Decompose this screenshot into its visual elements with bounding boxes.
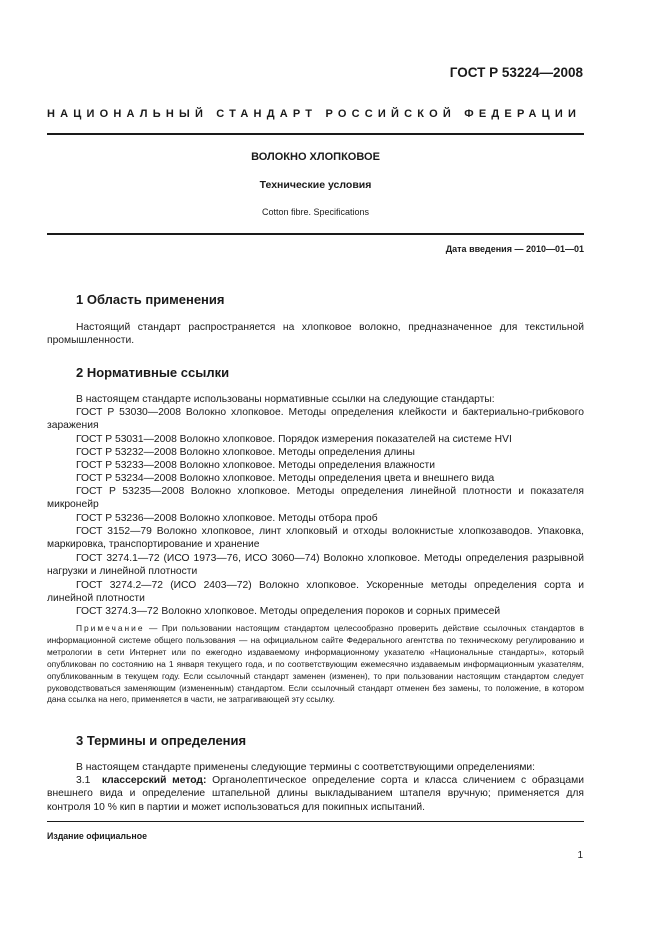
section-1-text-content: Настоящий стандарт распространяется на хлопковое волокно, предназначенное для текстильной промышленности. <box>47 322 584 347</box>
reference-item <box>47 446 584 459</box>
english-title: Cotton fibre. Specifications <box>261 207 370 217</box>
section-3-intro-text: В настоящем стандарте применены следующие термины с соответствующими определениями: <box>76 762 536 773</box>
term-number: 3.1 <box>76 775 91 786</box>
term-name: классерский метод: <box>101 775 207 786</box>
reference-text: ГОСТ Р 53233—2008 Волокно хлопковое. Методы определения влажности <box>76 460 435 471</box>
document-subtitle: Технические условия <box>259 179 372 191</box>
gost-number: ГОСТ Р 53224—2008 <box>449 65 583 80</box>
reference-text: ГОСТ 3274.3—72 Волокно хлопковое. Методы определения пороков и сорных примесей <box>76 606 501 617</box>
term-definition-text: Органолептическое определение сорта и класса сличением с образцами внешнего вида и определение штапельной длины выкладыванием штапеля вручную; применяется для контроля 10 % кип в партии и может использоваться для покипных испытаний. <box>47 775 584 813</box>
note-text: — При пользовании настоящим стандартом целесообразно проверить действие ссылочных стандартов в информационной системе общего пользования — на официальном сайте Федерального агентства по техническому регулированию и метрологии в сети Интернет или по ежегодно издаваемому информационному указателю «Национальные стандарты», который опубликован по состоянию на 1 января текущего года, и по соответствующим ежемесячно издаваемым информационным указателям, опубликованным в текущем году. Если ссылочный стандарт заменен (изменен), то при пользовании настоящим стандартом следует руководствоваться заменяющим (измененным) стандартом. Если ссылочный стандарт отменен без замены, то положение, в котором дана ссылка на него, применяется в части, не затрагивающей эту ссылку. <box>47 623 585 705</box>
edition-label: Издание официальное <box>47 831 147 841</box>
title-bottom-rule <box>47 233 584 235</box>
reference-text: ГОСТ Р 53234—2008 Волокно хлопковое. Методы определения цвета и внешнего вида <box>76 473 495 484</box>
reference-text: ГОСТ Р 53235—2008 Волокно хлопковое. Методы определения линейной плотности и показателя микронейр <box>47 486 584 511</box>
reference-item <box>47 552 584 579</box>
reference-item <box>47 525 584 552</box>
reference-item <box>47 485 584 512</box>
section-1-heading: 1 Область применения <box>76 292 225 307</box>
page-number: 1 <box>577 850 583 861</box>
reference-text: ГОСТ 3152—79 Волокно хлопковое, линт хлопковый и отходы волокнистые хлопкозаводов. Упаковка, маркировка, транспортирование и хранение <box>47 526 584 551</box>
section-1-text <box>47 321 584 348</box>
section-2-heading: 2 Нормативные ссылки <box>76 365 230 380</box>
footer-rule <box>47 821 584 822</box>
section-2-intro-text: В настоящем стандарте использованы нормативные ссылки на следующие стандарты: <box>76 394 495 405</box>
reference-item <box>47 472 584 485</box>
document-title: ВОЛОКНО ХЛОПКОВОЕ <box>251 151 380 163</box>
note-label: Примечание <box>76 623 145 633</box>
reference-item <box>47 406 584 433</box>
reference-item <box>47 605 584 618</box>
national-standard-banner: НАЦИОНАЛЬНЫЙ СТАНДАРТ РОССИЙСКОЙ ФЕДЕРАЦИИ <box>47 108 582 120</box>
term-definition <box>47 774 584 814</box>
reference-item <box>47 579 584 606</box>
reference-text: ГОСТ Р 53232—2008 Волокно хлопковое. Методы определения длины <box>76 447 415 458</box>
note-block <box>47 623 584 706</box>
reference-item <box>47 512 584 525</box>
section-3-intro <box>47 761 584 774</box>
section-2-intro <box>47 393 584 406</box>
reference-text: ГОСТ Р 53031—2008 Волокно хлопковое. Порядок измерения показателей на системе HVI <box>76 434 512 445</box>
reference-text: ГОСТ Р 53236—2008 Волокно хлопковое. Методы отбора проб <box>76 513 378 524</box>
effective-date: Дата введения — 2010—01—01 <box>445 244 584 254</box>
reference-text: ГОСТ Р 53030—2008 Волокно хлопковое. Методы определения клейкости и бактериально-грибкового заражения <box>47 407 584 432</box>
section-3-heading: 3 Термины и определения <box>76 733 247 748</box>
reference-text: ГОСТ 3274.2—72 (ИСО 2403—72) Волокно хлопковое. Ускоренные методы определения сорта и линейной плотности <box>47 580 584 605</box>
reference-item <box>47 459 584 472</box>
reference-item <box>47 433 584 446</box>
top-rule <box>47 133 584 135</box>
reference-text: ГОСТ 3274.1—72 (ИСО 1973—76, ИСО 3060—74) Волокно хлопковое. Методы определения разрывной нагрузки и линейной плотности <box>47 553 584 578</box>
